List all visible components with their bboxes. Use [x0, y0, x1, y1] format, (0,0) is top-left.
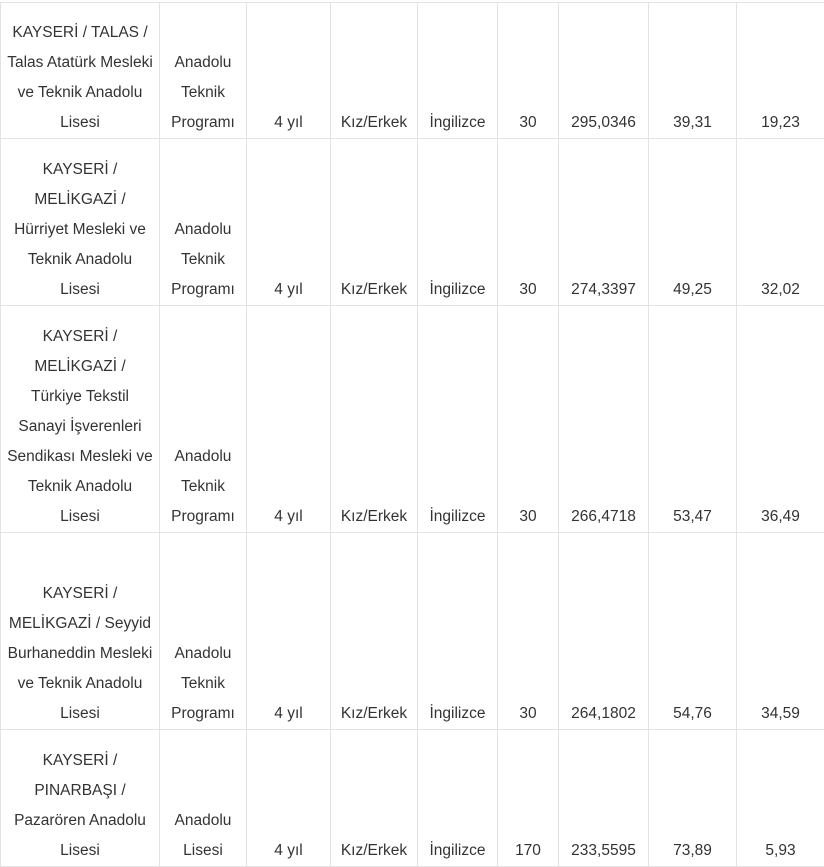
percentile-cell: 49,25 [649, 139, 737, 306]
language-cell: İngilizce [418, 533, 498, 730]
score-cell: 266,4718 [559, 306, 649, 533]
quota-cell: 30 [498, 306, 559, 533]
duration-cell: 4 yıl [247, 533, 331, 730]
table-row [1, 533, 824, 730]
school-name-cell: KAYSERİ / MELİKGAZİ / Türkiye Tekstil Sanayi İşverenleri Sendikası Mesleki ve Teknik Anadolu Lisesi [1, 306, 160, 533]
gender-cell: Kız/Erkek [331, 533, 418, 730]
gender-cell: Kız/Erkek [331, 139, 418, 306]
language-cell: İngilizce [418, 730, 498, 867]
duration-cell: 4 yıl [247, 306, 331, 533]
percentile-cell: 39,31 [649, 3, 737, 139]
language-cell: İngilizce [418, 139, 498, 306]
gender-cell: Kız/Erkek [331, 730, 418, 867]
school-name-cell: KAYSERİ / TALAS / Talas Atatürk Mesleki ve Teknik Anadolu Lisesi [1, 3, 160, 139]
program-cell: Anadolu Teknik Programı [160, 3, 247, 139]
last-value-cell: 36,49 [737, 306, 824, 533]
school-name-cell: KAYSERİ / MELİKGAZİ / Seyyid Burhaneddin Mesleki ve Teknik Anadolu Lisesi [1, 533, 160, 730]
percentile-cell: 54,76 [649, 533, 737, 730]
duration-cell: 4 yıl [247, 3, 331, 139]
percentile-cell: 73,89 [649, 730, 737, 867]
gender-cell: Kız/Erkek [331, 3, 418, 139]
duration-cell: 4 yıl [247, 730, 331, 867]
school-name-cell: KAYSERİ / MELİKGAZİ / Hürriyet Mesleki ve Teknik Anadolu Lisesi [1, 139, 160, 306]
program-cell: Anadolu Teknik Programı [160, 139, 247, 306]
program-cell: Anadolu Teknik Programı [160, 306, 247, 533]
school-table [0, 2, 824, 867]
score-cell: 233,5595 [559, 730, 649, 867]
language-cell: İngilizce [418, 3, 498, 139]
school-name-cell: KAYSERİ / PINARBAŞI / Pazarören Anadolu Lisesi [1, 730, 160, 867]
table-row [1, 306, 824, 533]
quota-cell: 30 [498, 533, 559, 730]
last-value-cell: 34,59 [737, 533, 824, 730]
table-row [1, 139, 824, 306]
gender-cell: Kız/Erkek [331, 306, 418, 533]
percentile-cell: 53,47 [649, 306, 737, 533]
score-cell: 295,0346 [559, 3, 649, 139]
language-cell: İngilizce [418, 306, 498, 533]
program-cell: Anadolu Teknik Programı [160, 533, 247, 730]
last-value-cell: 32,02 [737, 139, 824, 306]
last-value-cell: 19,23 [737, 3, 824, 139]
program-cell: Anadolu Lisesi [160, 730, 247, 867]
score-cell: 274,3397 [559, 139, 649, 306]
quota-cell: 30 [498, 3, 559, 139]
last-value-cell: 5,93 [737, 730, 824, 867]
table-row [1, 730, 824, 867]
score-cell: 264,1802 [559, 533, 649, 730]
quota-cell: 170 [498, 730, 559, 867]
table-row [1, 3, 824, 139]
quota-cell: 30 [498, 139, 559, 306]
duration-cell: 4 yıl [247, 139, 331, 306]
